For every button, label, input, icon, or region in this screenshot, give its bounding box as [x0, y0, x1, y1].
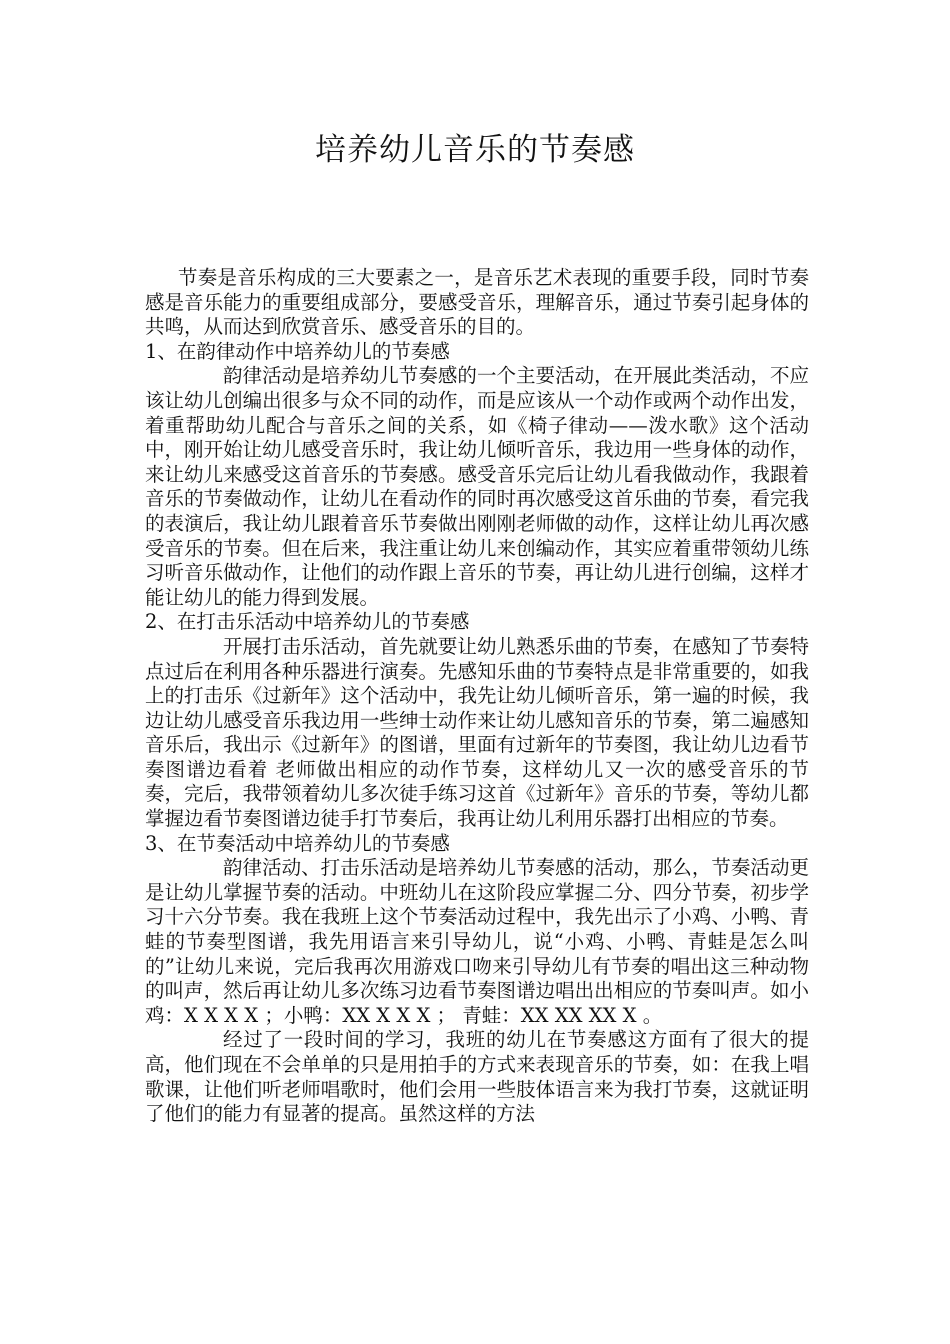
section-2-paragraph: 开展打击乐活动，首先就要让幼儿熟悉乐曲的节奏，在感知了节奏特点过后在利用各种乐器进行演奏。先感知乐曲的节奏特点是非常重要的，如我上的打击乐《过新年》这个活动中，我先让幼儿倾听音乐，第一遍的时候，我边让幼儿感受音乐我边用一些绅士动作来让幼儿感知音乐的节奏，第二遍感知音乐后，我出示《过新年》的图谱，里面有过新年的节奏图，我让幼儿边看节奏图谱边看着 老师做出相应的动作节奏，这样幼儿又一次的感受音乐的节奏，完后，我带领着幼儿多次徒手练习这首《过新年》音乐的节奏，等幼儿都掌握边看节奏图谱边徒手打节奏后，我再让幼儿利用乐器打出相应的节奏。 — [145, 634, 809, 831]
section-3-paragraph-1: 韵律活动、打击乐活动是培养幼儿节奏感的活动，那么，节奏活动更是让幼儿掌握节奏的活动。中班幼儿在这阶段应掌握二分、四分节奏，初步学习十六分节奏。我在我班上这个节奏活动过程中，我先出示了小鸡、小鸭、青蛙的节奏型图谱，我先用语言来引导幼儿，说“小鸡、小鸭、青蛙是怎么叫的”让幼儿来说，完后我再次用游戏口吻来引导幼儿有节奏的唱出这三种动物的叫声，然后再让幼儿多次练习边看节奏图谱边唱出出相应的节奏叫声。如小鸡：X X X X ；小鸭：XX X X X ； 青蛙：XX XX XX X 。 — [145, 856, 809, 1027]
document-title: 培养幼儿音乐的节奏感 — [315, 132, 635, 168]
section-heading-3: 3、在节奏活动中培养幼儿的节奏感 — [145, 831, 450, 855]
section-heading-1: 1、在韵律动作中培养幼儿的节奏感 — [145, 339, 450, 363]
section-3-paragraph-2: 经过了一段时间的学习，我班的幼儿在节奏感这方面有了很大的提高，他们现在不会单单的只是用拍手的方式来表现音乐的节奏，如：在我上唱歌课，让他们听老师唱歌时，他们会用一些肢体语言来为我打节奏，这就证明了他们的能力有显著的提高。虽然这样的方法 — [145, 1028, 809, 1126]
section-heading-2: 2、在打击乐活动中培养幼儿的节奏感 — [145, 610, 470, 634]
section-1-paragraph: 韵律活动是培养幼儿节奏感的一个主要活动，在开展此类活动，不应该让幼儿创编出很多与众不同的动作，而是应该从一个动作或两个动作出发，着重帮助幼儿配合与音乐之间的关系，如《椅子律动——泼水歌》这个活动中，刚开始让幼儿感受音乐时，我让幼儿倾听音乐，我边用一些身体的动作，来让幼儿来感受这首音乐的节奏感。感受音乐完后让幼儿看我做动作，我跟着音乐的节奏做动作，让幼儿在看动作的同时再次感受这首乐曲的节奏，看完我的表演后，我让幼儿跟着音乐节奏做出刚刚老师做的动作，这样让幼儿再次感受音乐的节奏。但在后来，我注重让幼儿来创编动作，其实应着重带领幼儿练习听音乐做动作，让他们的动作跟上音乐的节奏，再让幼儿进行创编，这样才能让幼儿的能力得到发展。 — [145, 364, 809, 609]
document-body — [145, 266, 809, 1127]
intro-paragraph: 节奏是音乐构成的三大要素之一，是音乐艺术表现的重要手段，同时节奏感是音乐能力的重要组成部分，要感受音乐，理解音乐，通过节奏引起身体的共鸣，从而达到欣赏音乐、感受音乐的目的。 — [145, 266, 809, 339]
